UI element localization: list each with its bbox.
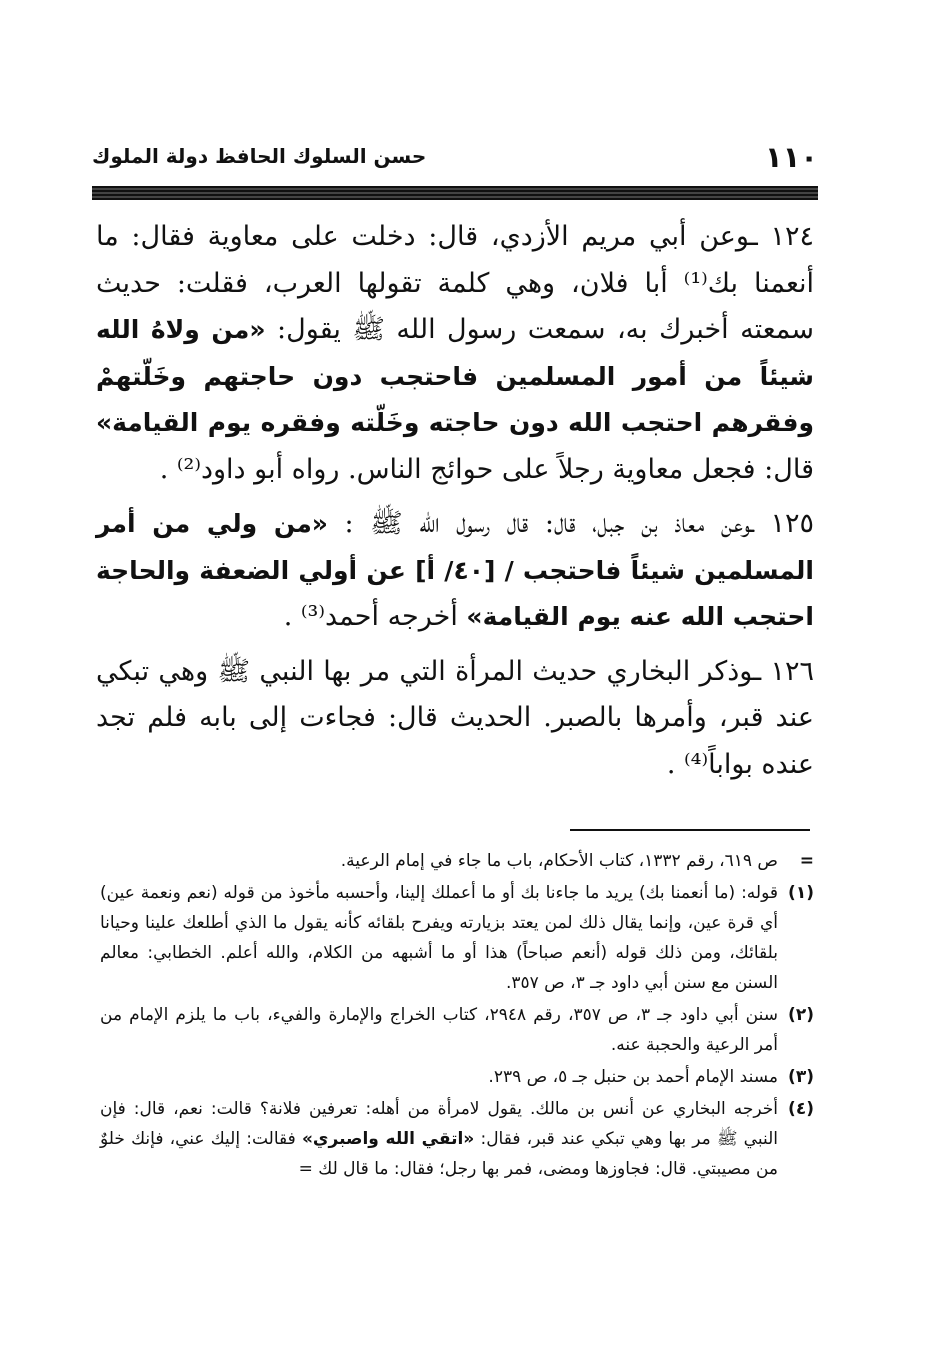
hadith-lead: وعن معاذ بن جبل، قال: قال رسول الله ﷺ : <box>344 508 751 539</box>
footnote-quote: «اتقي الله واصبري» <box>301 1129 475 1149</box>
footnote-text: قوله: (ما أنعمنا بك) يريد ما جاءنا بك أو ما أعملك إلينا، وأحسبه مأخوذ من قوله (نعم ونعمة عين) أي قرة عين، وإنما يقال ذلك لمن يعتد بزيارته ويفرح بلقائه كأنه يقول ما الذي أطلعك علينا وحيانا بلقائك، ومن ذلك قوله (أنعم صباحاً) هذا أو ما أشبهه من الكلام، والله أعلم. الخطابي: معالم السنن مع سنن أبي داود جـ ٣، ص ٣٥٧. <box>100 883 778 993</box>
hadith-lead: وعن أبي مريم الأزدي، قال: دخلت على معاوية فقال: ما أنعمنا بك⁽¹⁾ أبا فلان، وهي كلمة تقولها العرب، فقلت: حديث سمعته أخبرك به، سمعت رسول الله ﷺ يقول: <box>96 221 814 345</box>
footnote-3 <box>100 1062 814 1092</box>
footnote-text: ص ٦١٩، رقم ١٣٣٢، كتاب الأحكام، باب ما جاء في إمام الرعية. <box>340 851 778 871</box>
footnote-2 <box>100 1000 814 1060</box>
footnote-text: أخرجه البخاري عن أنس بن مالك. يقول لامرأة من أهله: تعرفين فلانة؟ قالت: نعم، قال: فإن النبي ﷺ مر بها وهي تبكي عند قبر، فقال: <box>100 1099 778 1149</box>
page-number: ١١٠ <box>764 140 818 174</box>
running-header <box>92 138 818 182</box>
hadith-tail: قال: فجعل معاوية رجلاً على حوائج الناس. رواه أبو داود⁽²⁾ . <box>159 453 814 485</box>
hadith-number: ١٢٥ ـ <box>750 508 814 539</box>
footnote-separator <box>570 829 810 831</box>
hadith-number: ١٢٤ ـ <box>749 221 814 252</box>
footnotes <box>100 846 814 1186</box>
hadith-tail: أخرجه أحمد⁽³⁾ . <box>283 601 458 632</box>
hadith-quote: «من ولاهُ الله شيئاً من أمور المسلمين فاحتجب دون حاجتهم وخَلّتهمْ وفقرهم احتجب الله دون حاجته وخَلّته وفقره يوم القيامة» <box>96 315 814 437</box>
main-text <box>96 214 814 796</box>
footnote-continuation <box>100 846 814 876</box>
footnote-marker: (٢) <box>788 1005 814 1025</box>
hadith-126 <box>96 649 814 789</box>
hadith-lead: وذكر البخاري حديث المرأة التي مر بها النبي ﷺ وهي تبكي عند قبر، وأمرها بالصبر. الحديث قال: فجاءت إلى بابه فلم تجد عنده بواباً⁽⁴⁾ . <box>96 655 814 780</box>
header-rule <box>92 186 818 200</box>
hadith-125 <box>96 501 814 641</box>
footnote-4 <box>100 1094 814 1184</box>
hadith-124 <box>96 214 814 493</box>
footnote-marker: = <box>799 851 814 871</box>
footnote-1 <box>100 878 814 998</box>
footnote-text: سنن أبي داود جـ ٣، ص ٣٥٧، رقم ٢٩٤٨، كتاب الخراج والإمارة والفيء، باب ما يلزم الإمام من أمر الرعية والحجبة عنه. <box>100 1005 778 1055</box>
hadith-quote: «من ولي من أمر المسلمين شيئاً فاحتجب / [٤٠/ أ] عن أولي الضعفة والحاجة احتجب الله عنه يوم القيامة» <box>96 509 814 631</box>
footnote-marker: (١) <box>788 883 814 903</box>
footnote-text: مسند الإمام أحمد بن حنبل جـ ٥، ص ٢٣٩. <box>488 1067 778 1087</box>
footnote-marker: (٣) <box>788 1067 814 1087</box>
running-title: حسن السلوك الحافظ دولة الملوك <box>92 144 427 168</box>
footnote-marker: (٤) <box>788 1099 814 1119</box>
hadith-number: ١٢٦ ـ <box>753 655 815 687</box>
footnote-text: فقالت: إليك عني، فإنك خلوٌ من مصيبتي. قال: فجاوزها ومضى، فمر بها رجل؛ فقال: ما قال لك = <box>100 1129 778 1179</box>
